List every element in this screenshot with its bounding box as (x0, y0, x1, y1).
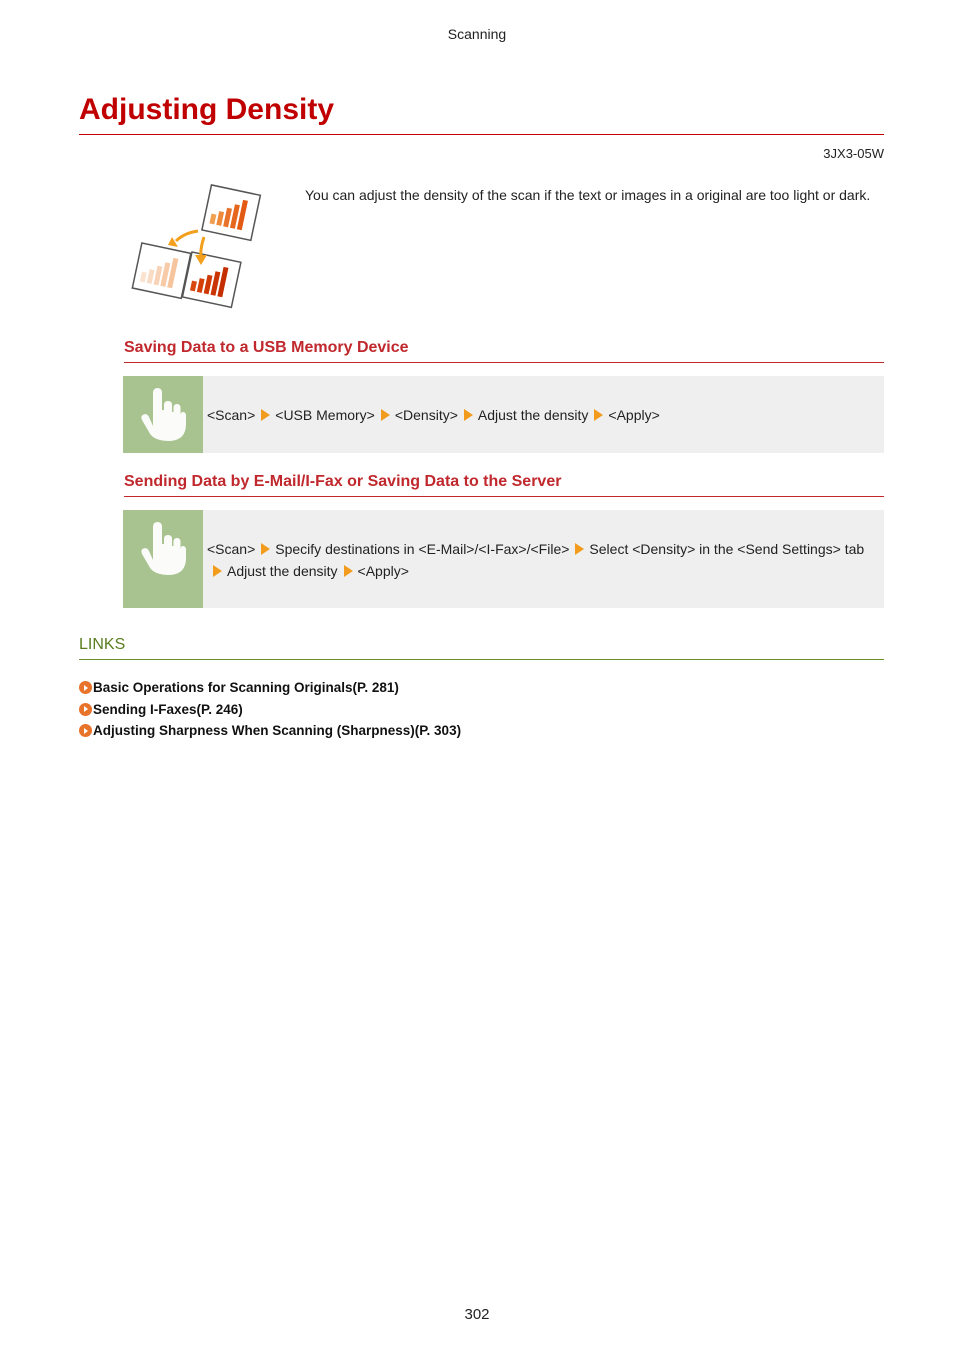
link-item[interactable] (79, 677, 461, 699)
triangle-right-icon (261, 543, 270, 555)
link-item[interactable] (79, 720, 461, 742)
triangle-right-icon (381, 409, 390, 421)
triangle-right-icon (464, 409, 473, 421)
procedure-steps (207, 538, 878, 582)
step: <Apply> (608, 407, 660, 423)
step: <Apply> (357, 563, 409, 579)
triangle-right-icon (213, 565, 222, 577)
step: Adjust the density (477, 407, 589, 423)
section-heading-usb: Saving Data to a USB Memory Device (124, 339, 409, 356)
page-title: Adjusting Density (79, 93, 335, 126)
circle-arrow-icon (79, 724, 92, 737)
step: Specify destinations in <E-Mail>/<I-Fax>/<File> (275, 541, 570, 557)
density-documents-icon (128, 183, 268, 313)
hand-pointer-icon (139, 386, 187, 444)
step: <Scan> (207, 541, 256, 557)
circle-arrow-icon (79, 703, 92, 716)
intro-text: You can adjust the density of the scan if the text or images in a original are too light or dark. (305, 187, 871, 203)
procedure-box-send (123, 510, 884, 608)
running-header: Scanning (447, 26, 507, 42)
section-heading-send: Sending Data by E-Mail/I-Fax or Saving Data to the Server (124, 473, 562, 490)
hand-pointer-icon (139, 520, 187, 578)
document-id: 3JX3-05W (823, 146, 884, 161)
links-heading: LINKS (79, 636, 126, 653)
step: <Scan> (207, 407, 256, 423)
procedure-steps (207, 404, 878, 426)
hand-panel (123, 376, 203, 453)
step: <Density> (394, 407, 458, 423)
step: Adjust the density (227, 563, 338, 579)
page-number: 302 (464, 1306, 490, 1323)
hand-panel (123, 510, 203, 608)
triangle-right-icon (594, 409, 603, 421)
step: <USB Memory> (275, 407, 375, 423)
link-text[interactable]: Basic Operations for Scanning Originals(P. 281) (93, 680, 399, 696)
step: Select <Density> in the <Send Settings> tab (589, 541, 865, 557)
section-divider-send (124, 496, 884, 497)
links-divider (79, 659, 884, 660)
link-item[interactable] (79, 699, 461, 721)
section-divider-usb (124, 362, 884, 363)
link-text[interactable]: Sending I-Faxes(P. 246) (93, 701, 243, 717)
procedure-box-usb (123, 376, 884, 453)
link-text[interactable]: Adjusting Sharpness When Scanning (Sharpness)(P. 303) (93, 723, 462, 739)
links-list (79, 677, 461, 742)
triangle-right-icon (261, 409, 270, 421)
circle-arrow-icon (79, 681, 92, 694)
title-divider (79, 134, 884, 135)
triangle-right-icon (344, 565, 353, 577)
triangle-right-icon (575, 543, 584, 555)
